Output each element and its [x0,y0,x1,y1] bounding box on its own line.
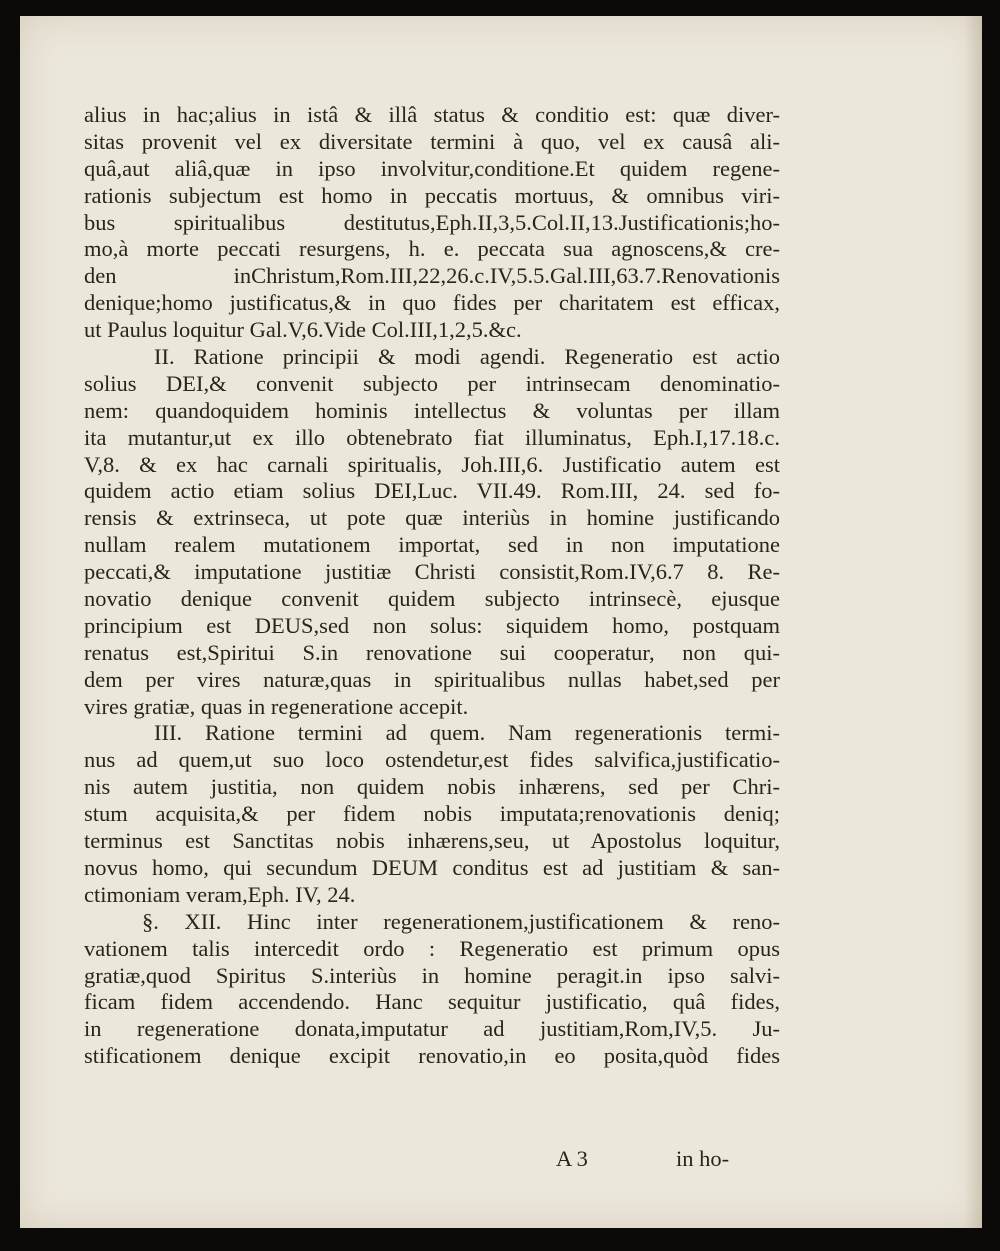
text-line: novatio denique convenit quidem subjecto intrinsecè, ejusque [84,586,780,612]
text-line: nem: quandoquidem hominis intellectus & voluntas per illam [84,397,780,423]
book-page [20,16,982,1228]
text-line: alius in hac;alius in istâ & illâ status & conditio est: quæ diver- [84,102,780,127]
text-line: vires gratiæ, quas in regeneratione accepit. [84,693,469,719]
text-line: den inChristum,Rom.III,22,26.c.IV,5.5.Gal.III,63.7.Renovationis [84,263,780,289]
text-line: stum acquisita,& per fidem nobis imputata;renovationis deniq; [84,801,780,827]
section-heading-line: §. XII. Hinc inter regenerationem,justificationem & reno- [142,908,780,934]
text-line: dem per vires naturæ,quas in spiritualibus nullas habet,sed per [84,666,780,692]
text-line: nullam realem mutationem importat, sed in non imputatione [84,532,780,558]
text-line: rationis subjectum est homo in peccatis mortuus, & omnibus viri- [84,182,780,208]
text-line: sitas provenit vel ex diversitate termini à quo, vel ex causâ ali- [84,128,780,154]
text-line: ita mutantur,ut ex illo obtenebrato fiat illuminatus, Eph.I,17.18.c. [84,424,780,450]
text-line: bus spiritualibus destitutus,Eph.II,3,5.Col.II,13.Justificationis;ho- [84,209,780,235]
text-line: quâ,aut aliâ,quæ in ipso involvitur,conditione.Et quidem regene- [84,155,780,181]
text-line: denique;homo justificatus,& in quo fides per charitatem est efficax, [84,290,780,316]
section-heading-line: II. Ratione principii & modi agendi. Regeneratio est actio [154,344,780,370]
text-line: ctimoniam veram,Eph. IV, 24. [84,881,356,907]
text-line: solius DEI,& convenit subjecto per intrinsecam denominatio- [84,370,780,396]
signature-mark: A 3 [556,1146,588,1171]
text-line: vationem talis intercedit ordo : Regeneratio est primum opus [84,935,780,961]
text-line: principium est DEUS,sed non solus: siquidem homo, postquam [84,612,780,638]
text-line: mo,à morte peccati resurgens, h. e. peccata sua agnoscens,& cre- [84,236,780,262]
text-line: in regeneratione donata,imputatur ad justitiam,Rom,IV,5. Ju- [84,1016,780,1042]
text-line: novus homo, qui secundum DEUM conditus est ad justitiam & san- [84,854,780,880]
text-line: V,8. & ex hac carnali spiritualis, Joh.III,6. Justificatio autem est [84,451,780,477]
text-line: peccati,& imputatione justitiæ Christi consistit,Rom.IV,6.7 8. Re- [84,559,780,585]
text-line: nus ad quem,ut suo loco ostendetur,est fides salvifica,justificatio- [84,747,780,773]
section-heading-line: III. Ratione termini ad quem. Nam regenerationis termi- [154,720,780,746]
text-line: stificationem denique excipit renovatio,in eo posita,quòd fides [84,1043,780,1069]
text-line: rensis & extrinseca, ut pote quæ interiùs in homine justificando [84,505,780,531]
text-line: renatus est,Spiritui S.in renovatione sui cooperatur, non qui- [84,639,780,665]
page-text-block [84,102,780,1070]
text-line: quidem actio etiam solius DEI,Luc. VII.49. Rom.III, 24. sed fo- [84,478,780,504]
text-line: ficam fidem accendendo. Hanc sequitur justificatio, quâ fides, [84,989,780,1015]
text-line: nis autem justitia, non quidem nobis inhærens, sed per Chri- [84,774,780,800]
text-line: terminus est Sanctitas nobis inhærens,seu, ut Apostolus loquitur, [84,828,780,854]
text-line: ut Paulus loquitur Gal.V,6.Vide Col.III,1,2,5.&c. [84,317,522,343]
text-line: gratiæ,quod Spiritus S.interiùs in homine peragit.in ipso salvi- [84,962,780,988]
catchword: in ho- [676,1146,730,1171]
